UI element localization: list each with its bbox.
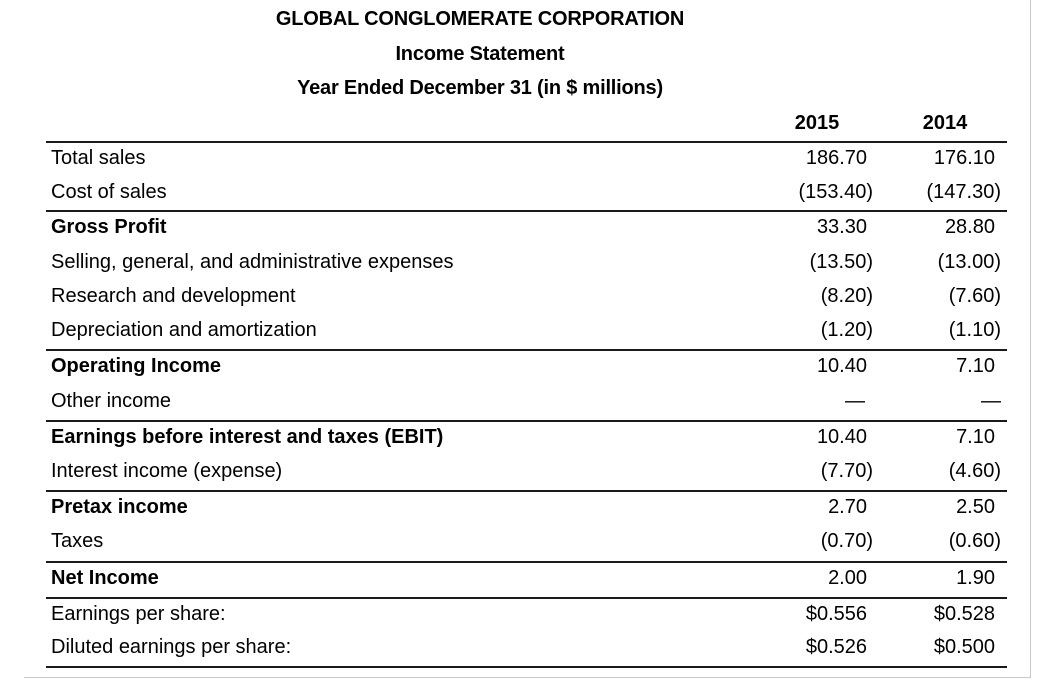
row-label: Pretax income [51,496,188,518]
row-label: Operating Income [51,355,222,377]
cell-2015: 186.70 [805,147,867,169]
table-row [46,490,1007,525]
cell-2015: 2.00 [828,567,867,589]
cell-2015: $0.556 [805,603,867,625]
row-label: Gross Profit [51,216,167,238]
table-bottom-rule [46,666,1007,668]
cell-2014: 7.10 [956,426,995,448]
cell-2015: $0.526 [805,636,867,658]
row-label: Earnings per share: [51,603,226,625]
table-row [46,561,1007,597]
cell-2015: (1.20) [820,319,873,341]
row-label: Depreciation and amortization [51,319,317,341]
period-subtitle: Year Ended December 31 (in $ millions) [297,77,663,99]
row-label: Interest income (expense) [51,460,283,482]
cell-2015: (8.20) [820,285,873,307]
company-name: GLOBAL CONGLOMERATE CORPORATION [275,8,685,30]
row-label: Net Income [51,567,159,589]
cell-2015: (0.70) [820,530,873,552]
cell-2014: (13.00) [937,251,1001,273]
table-row [46,631,1007,666]
row-label: Cost of sales [51,181,167,203]
table-row [46,141,1007,176]
table-row [46,420,1007,455]
cell-2014: (1.10) [948,319,1001,341]
row-label: Earnings before interest and taxes (EBIT) [51,426,444,448]
cell-2014: (147.30) [926,181,1001,203]
statement-title: Income Statement [395,43,565,65]
cell-2015: (153.40) [798,181,873,203]
cell-2014: 7.10 [956,355,995,377]
row-label: Total sales [51,147,146,169]
table-row [46,597,1007,631]
table-row [46,385,1007,420]
cell-2014: $0.528 [933,603,995,625]
table-row [46,176,1007,210]
cell-2014: 2.50 [956,496,995,518]
row-label: Other income [51,390,172,412]
table-row [46,210,1007,246]
row-label: Research and development [51,285,296,307]
cell-2015: (13.50) [809,251,873,273]
cell-2015: — [845,390,865,412]
column-header-2015: 2015 [794,112,840,134]
column-header-2014: 2014 [922,112,968,134]
cell-2015: 33.30 [816,216,867,238]
table-row [46,349,1007,385]
table-row [46,246,1007,280]
cell-2014: (0.60) [948,530,1001,552]
cell-2015: 10.40 [816,426,867,448]
cell-2014: — [981,390,1001,412]
cell-2015: 2.70 [828,496,867,518]
cell-2015: 10.40 [816,355,867,377]
cell-2014: $0.500 [933,636,995,658]
table-row [46,314,1007,349]
cell-2014: 28.80 [944,216,995,238]
table-row [46,525,1007,561]
cell-2014: 176.10 [933,147,995,169]
row-label: Taxes [51,530,104,552]
table-row [46,280,1007,314]
cell-2014: (4.60) [948,460,1001,482]
row-label: Diluted earnings per share: [51,636,292,658]
cell-2014: (7.60) [948,285,1001,307]
table-row [46,455,1007,490]
row-label: Selling, general, and administrative expenses [51,251,454,273]
cell-2014: 1.90 [956,567,995,589]
cell-2015: (7.70) [820,460,873,482]
